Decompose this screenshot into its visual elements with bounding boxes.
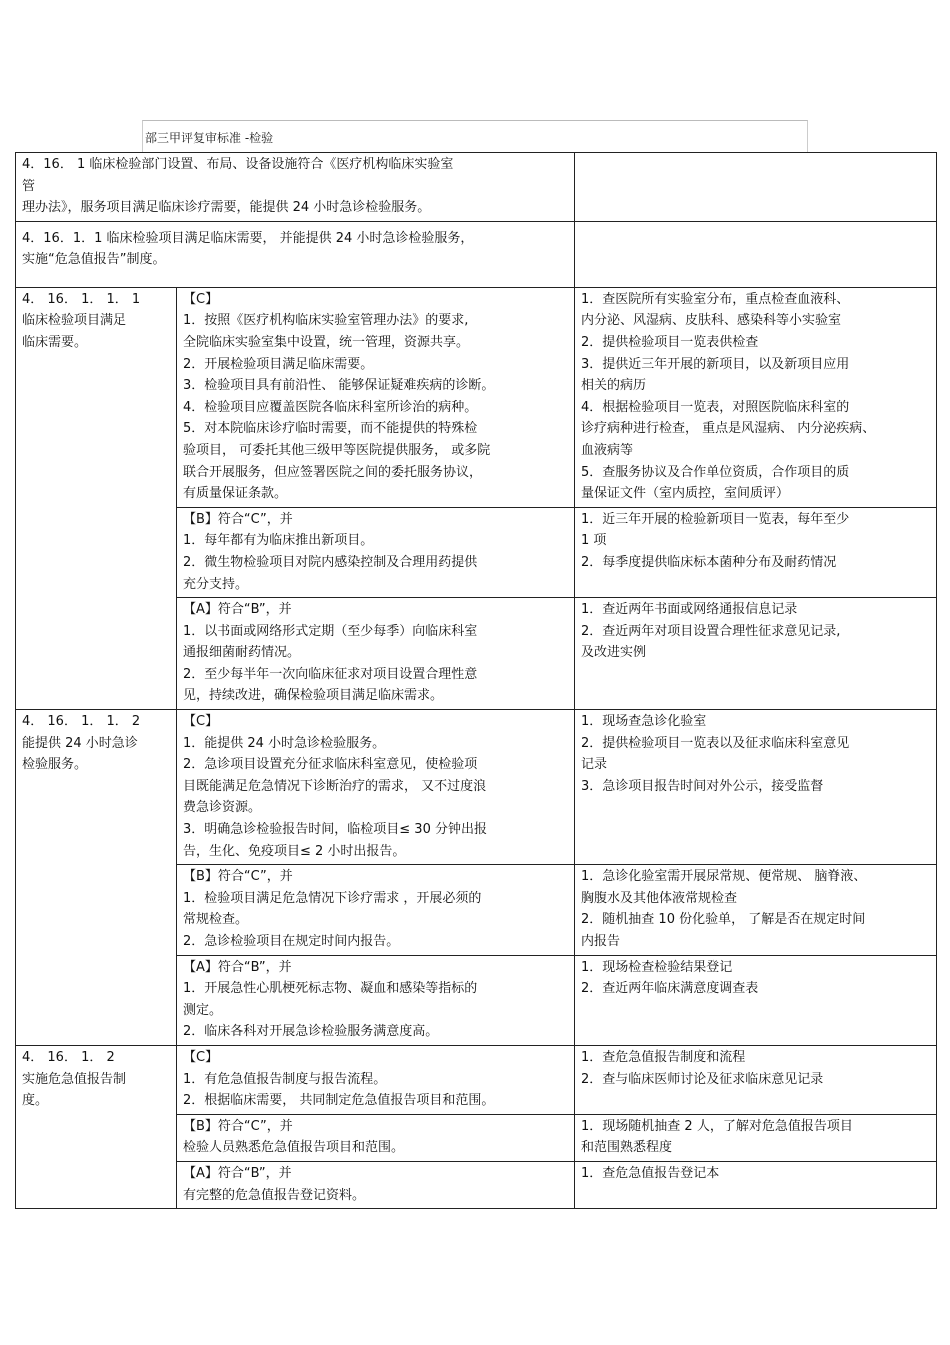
page-header: 部三甲评复审标准 -检验 xyxy=(142,120,808,152)
text-line: 1．有危急值报告制度与报告流程。 xyxy=(183,1071,387,1087)
text-line: 理办法》，服务项目满足临床诊疗需要，能提供 24 小时急诊检验服务。 xyxy=(22,200,431,216)
text-line: 1．以书面或网络形式定期（至少每季）向临床科室 xyxy=(183,623,478,639)
text-line: 1．查危急值报告登记本 xyxy=(581,1165,720,1181)
text-line: 2．查与临床医师讨论及征求临床意见记录 xyxy=(581,1071,824,1087)
text-line: 1．现场查急诊化验室 xyxy=(581,714,707,730)
text-line: 诊疗病种进行检查， 重点是风湿病、 内分泌疾病、 xyxy=(581,421,876,437)
text-line: 费急诊资源。 xyxy=(183,800,262,816)
method-cell xyxy=(575,1114,937,1161)
text-line: 内分泌、风湿病、皮肤科、感染科等小实验室 xyxy=(581,313,842,329)
text-line: 1．能提供 24 小时急诊检验服务。 xyxy=(183,735,386,751)
text-line: 5．查服务协议及合作单位资质，合作项目的质 xyxy=(581,464,850,480)
text-line: 2．急诊项目设置充分征求临床科室意见，使检验项 xyxy=(183,757,478,773)
text-line: 1．现场检查检验结果登记 xyxy=(581,959,733,975)
section-4-16-1-1-cell xyxy=(16,221,575,287)
text-line: 2．查近两年临床满意度调查表 xyxy=(581,981,759,997)
standard-cell xyxy=(177,1114,575,1161)
text-line: 验项目， 可委托其他三级甲等医院提供服务， 或多院 xyxy=(183,442,491,458)
text-line: 【B】符合“C”，并 xyxy=(183,869,293,885)
text-line: 1．现场随机抽查 2 人，了解对危急值报告项目 xyxy=(581,1118,853,1134)
text-line: 【C】 xyxy=(183,714,219,730)
text-line: 【C】 xyxy=(183,1049,219,1065)
method-cell xyxy=(575,710,937,865)
item-title-cell xyxy=(16,710,177,1046)
text-line: 1．查近两年书面或网络通报信息记录 xyxy=(581,602,798,618)
text-line: 【A】符合“B”，并 xyxy=(183,959,292,975)
text-line: 有完整的危急值报告登记资料。 xyxy=(183,1187,366,1203)
text-line: 常规检查。 xyxy=(183,912,249,928)
text-line: 2．提供检验项目一览表供检查 xyxy=(581,334,759,350)
standard-cell xyxy=(177,955,575,1045)
standard-cell xyxy=(177,507,575,597)
item-title-cell xyxy=(16,287,177,709)
text-line: 及改进实例 xyxy=(581,645,647,661)
method-cell xyxy=(575,1161,937,1208)
method-cell xyxy=(575,955,937,1045)
text-line: 1．急诊化验室需开展尿常规、便常规、 脑脊液、 xyxy=(581,869,867,885)
text-line: 度。 xyxy=(22,1093,49,1109)
text-line: 2．至少每半年一次向临床征求对项目设置合理性意 xyxy=(183,666,478,682)
text-line: 【A】符合“B”，并 xyxy=(183,1165,292,1181)
text-line: 1．开展急性心肌梗死标志物、凝血和感染等指标的 xyxy=(183,981,478,997)
text-line: 管 xyxy=(22,178,36,194)
text-line: 3．提供近三年开展的新项目，以及新项目应用 xyxy=(581,356,850,372)
text-line: 1．近三年开展的检验新项目一览表，每年至少 xyxy=(581,511,850,527)
text-line: 2．提供检验项目一览表以及征求临床科室意见 xyxy=(581,735,850,751)
text-line: 4．16．1．1 临床检验项目满足临床需要， 并能提供 24 小时急诊检验服务， xyxy=(22,230,474,246)
text-line: 【C】 xyxy=(183,291,219,307)
method-cell xyxy=(575,598,937,710)
text-line: 【A】符合“B”，并 xyxy=(183,602,292,618)
text-line: 3．明确急诊检验报告时间，临检项目≤ 30 分钟出报 xyxy=(183,822,487,838)
text-line: 2．随机抽查 10 份化验单， 了解是否在规定时间 xyxy=(581,912,866,928)
text-line: 4． 16． 1． 2 xyxy=(22,1049,115,1065)
text-line: 见，持续改进，确保检验项目满足临床需求。 xyxy=(183,688,444,704)
standard-cell xyxy=(177,287,575,507)
method-cell xyxy=(575,1045,937,1114)
text-line: 2．根据临床需要， 共同制定危急值报告项目和范围。 xyxy=(183,1093,495,1109)
text-line: 1．每年都有为临床推出新项目。 xyxy=(183,533,374,549)
text-line: 实施危急值报告制 xyxy=(22,1071,127,1087)
text-line: 1 项 xyxy=(581,533,607,549)
text-line: 2．开展检验项目满足临床需要。 xyxy=(183,356,374,372)
text-line: 4． 16． 1． 1． 2 xyxy=(22,714,141,730)
text-line: 2．查近两年对项目设置合理性征求意见记录, xyxy=(581,623,841,639)
text-line: 5．对本院临床诊疗临时需要，而不能提供的特殊检 xyxy=(183,421,478,437)
text-line: 实施“危急值报告”制度。 xyxy=(22,252,166,268)
standards-table xyxy=(15,152,937,1209)
text-line: 3．急诊项目报告时间对外公示，接受监督 xyxy=(581,778,824,794)
text-line: 测定。 xyxy=(183,1002,223,1018)
text-line: 2．急诊检验项目在规定时间内报告。 xyxy=(183,934,400,949)
empty-cell xyxy=(575,153,937,222)
text-line: 1．按照《医疗机构临床实验室管理办法》的要求, xyxy=(183,313,469,329)
text-line: 4． 16． 1． 1． 1 xyxy=(22,291,141,307)
text-line: 4．根据检验项目一览表，对照医院临床科室的 xyxy=(581,399,850,415)
section-4-16-1-cell xyxy=(16,153,575,222)
text-line: 1．检验项目满足危急情况下诊疗需求 ，开展必须的 xyxy=(183,890,482,906)
standard-cell xyxy=(177,598,575,710)
standard-cell xyxy=(177,865,575,955)
text-line: 4．16． 1 临床检验部门设置、布局、设备设施符合《医疗机构临床实验室 xyxy=(22,157,454,172)
text-line: 全院临床实验室集中设置，统一管理，资源共享。 xyxy=(183,334,470,350)
text-line: 相关的病历 xyxy=(581,378,647,394)
text-line: 内报告 xyxy=(581,934,621,949)
text-line: 检验人员熟悉危急值报告项目和范围。 xyxy=(183,1140,405,1156)
text-line: 1．查医院所有实验室分布，重点检查血液科、 xyxy=(581,291,850,307)
method-cell xyxy=(575,507,937,597)
text-line: 和范围熟悉程度 xyxy=(581,1140,673,1156)
method-cell xyxy=(575,287,937,507)
text-line: 充分支持。 xyxy=(183,576,249,592)
text-line: 【B】符合“C”，并 xyxy=(183,511,293,527)
method-cell xyxy=(575,865,937,955)
text-line: 检验服务。 xyxy=(22,757,88,773)
text-line: 临床检验项目满足 xyxy=(22,313,127,329)
text-line: 告，生化、免疫项目≤ 2 小时出报告。 xyxy=(183,843,406,859)
item-title-cell xyxy=(16,1045,177,1208)
text-line: 胸腹水及其他体液常规检查 xyxy=(581,890,738,906)
text-line: 临床需要。 xyxy=(22,334,88,350)
text-line: 目既能满足危急情况下诊断治疗的需求， 又不过度浪 xyxy=(183,778,487,794)
text-line: 通报细菌耐药情况。 xyxy=(183,645,301,661)
text-line: 有质量保证条款。 xyxy=(183,486,288,502)
standard-cell xyxy=(177,1045,575,1114)
text-line: 血液病等 xyxy=(581,442,634,458)
empty-cell xyxy=(575,221,937,287)
text-line: 【B】符合“C”，并 xyxy=(183,1118,293,1134)
text-line: 2．每季度提供临床标本菌种分布及耐药情况 xyxy=(581,554,837,570)
text-line: 记录 xyxy=(581,757,608,773)
text-line: 4．检验项目应覆盖医院各临床科室所诊治的病种。 xyxy=(183,399,478,415)
text-line: 2．微生物检验项目对院内感染控制及合理用药提供 xyxy=(183,554,478,570)
text-line: 3．检验项目具有前沿性、 能够保证疑难疾病的诊断。 xyxy=(183,378,495,394)
text-line: 联合开展服务，但应签署医院之间的委托服务协议， xyxy=(183,464,483,480)
standard-cell xyxy=(177,1161,575,1208)
standard-cell xyxy=(177,710,575,865)
text-line: 能提供 24 小时急诊 xyxy=(22,735,138,751)
text-line: 1．查危急值报告制度和流程 xyxy=(581,1049,746,1065)
text-line: 量保证文件（室内质控，室间质评） xyxy=(581,486,790,502)
text-line: 2．临床各科对开展急诊检验服务满意度高。 xyxy=(183,1024,439,1040)
